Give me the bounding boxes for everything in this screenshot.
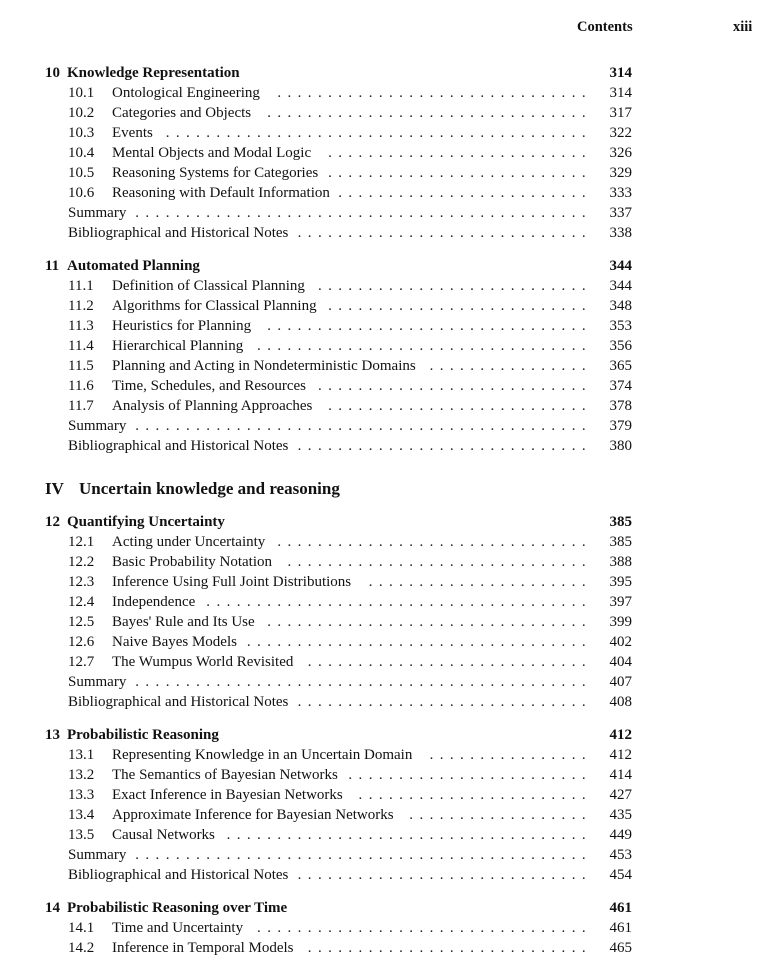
dot-leader: ............................ [307, 654, 592, 670]
toc-entry[interactable] [0, 845, 766, 865]
section-title[interactable]: Hierarchical Planning [112, 338, 244, 354]
section-number: 10.2 [68, 105, 95, 121]
section-page: 399 [609, 614, 632, 630]
section-page: 454 [609, 867, 632, 883]
chapter-page: 344 [609, 258, 632, 274]
page-number: xiii [733, 19, 753, 35]
section-number: 12.3 [68, 574, 95, 590]
spacer [0, 712, 766, 725]
section-page: 344 [609, 278, 632, 294]
chapter-number: 11 [45, 258, 60, 274]
section-page: 395 [609, 574, 632, 590]
section-page: 333 [609, 185, 632, 201]
section-title[interactable]: Time and Uncertainty [112, 920, 244, 936]
dot-leader: ...................................... [206, 594, 592, 610]
section-page: 326 [609, 145, 632, 161]
toc-entry[interactable] [0, 552, 766, 572]
section-title[interactable]: Time, Schedules, and Resources [112, 378, 307, 394]
section-title[interactable]: Naive Bayes Models [112, 634, 237, 650]
dot-leader: ................................. [257, 920, 592, 936]
dot-leader: ............................. [297, 225, 592, 241]
dot-leader: ................................ [267, 318, 592, 334]
dot-leader: .................................. [246, 634, 592, 650]
section-page: 348 [609, 298, 632, 314]
section-title[interactable]: Exact Inference in Bayesian Networks [112, 787, 343, 803]
section-number: 10.1 [68, 85, 95, 101]
toc-entry[interactable] [0, 692, 766, 712]
toc-entry[interactable] [0, 532, 766, 552]
section-page: 461 [609, 920, 632, 936]
dot-leader: ............................... [277, 534, 592, 550]
section-title[interactable]: Reasoning with Default Information [112, 185, 330, 201]
dot-leader: ............................... [277, 85, 592, 101]
section-number: 11.4 [68, 338, 94, 354]
section-title[interactable]: Acting under Uncertainty [112, 534, 266, 550]
toc-entry[interactable] [0, 672, 766, 692]
dot-leader: ........................ [348, 767, 592, 783]
dot-leader: ............................ [307, 940, 592, 956]
chapter-page: 412 [609, 727, 632, 743]
dot-leader: .................. [409, 807, 592, 823]
chapter-page: 461 [609, 900, 632, 916]
toc-entry[interactable] [0, 143, 766, 163]
dot-leader: ............................. [297, 438, 592, 454]
toc-entry[interactable] [0, 436, 766, 456]
section-number: 12.6 [68, 634, 95, 650]
toc-entry[interactable] [0, 183, 766, 203]
section-page: 412 [609, 747, 632, 763]
dot-leader: .......................... [328, 298, 592, 314]
section-title[interactable]: Bibliographical and Historical Notes [68, 438, 289, 454]
section-page: 353 [609, 318, 632, 334]
section-page: 427 [609, 787, 632, 803]
chapter-title[interactable]: Probabilistic Reasoning [67, 727, 219, 743]
section-page: 365 [609, 358, 632, 374]
section-title[interactable]: Categories and Objects [112, 105, 252, 121]
section-page: 380 [609, 438, 632, 454]
section-page: 397 [609, 594, 632, 610]
dot-leader: ............................................. [135, 674, 592, 690]
section-title[interactable]: Ontological Engineering [112, 85, 260, 101]
section-title[interactable]: Summary [68, 418, 127, 434]
section-title[interactable]: Independence [112, 594, 196, 610]
dot-leader: .................................... [226, 827, 592, 843]
section-page: 404 [609, 654, 632, 670]
running-header-title: Contents [577, 19, 633, 35]
section-number: 13.5 [68, 827, 95, 843]
toc-entry[interactable] [0, 396, 766, 416]
section-number: 13.4 [68, 807, 95, 823]
dot-leader: ............................. [297, 694, 592, 710]
section-title[interactable]: Algorithms for Classical Planning [112, 298, 317, 314]
section-number: 11.1 [68, 278, 94, 294]
section-page: 378 [609, 398, 632, 414]
section-page: 385 [609, 534, 632, 550]
dot-leader: .......................................... [165, 125, 592, 141]
section-title[interactable]: Summary [68, 205, 127, 221]
section-page: 329 [609, 165, 632, 181]
section-title[interactable]: Inference in Temporal Models [112, 940, 294, 956]
section-title[interactable]: Definition of Classical Planning [112, 278, 305, 294]
toc-entry[interactable] [0, 805, 766, 825]
toc-entry[interactable] [0, 163, 766, 183]
toc-entry[interactable] [0, 336, 766, 356]
section-page: 374 [609, 378, 632, 394]
toc-entry[interactable] [0, 83, 766, 103]
toc-entry[interactable] [0, 865, 766, 885]
section-title[interactable]: Representing Knowledge in an Uncertain Domain [112, 747, 413, 763]
chapter-title[interactable]: Automated Planning [67, 258, 200, 274]
section-title[interactable]: Reasoning Systems for Categories [112, 165, 319, 181]
section-number: 13.2 [68, 767, 95, 783]
section-number: 12.1 [68, 534, 95, 550]
dot-leader: ........................... [317, 378, 592, 394]
dot-leader: ................ [429, 747, 592, 763]
part-number: IV [45, 479, 64, 498]
chapter-title[interactable]: Probabilistic Reasoning over Time [67, 900, 288, 916]
dot-leader: ........................... [317, 278, 592, 294]
section-title[interactable]: Heuristics for Planning [112, 318, 252, 334]
chapter-entry[interactable] [0, 63, 766, 83]
toc-entry[interactable] [0, 612, 766, 632]
part-heading [0, 479, 766, 499]
dot-leader: ............................................. [135, 418, 592, 434]
section-title[interactable]: Summary [68, 847, 127, 863]
spacer [0, 885, 766, 898]
section-title[interactable]: The Semantics of Bayesian Networks [112, 767, 338, 783]
toc-entry[interactable] [0, 123, 766, 143]
toc-entry[interactable] [0, 918, 766, 938]
chapter-number: 14 [45, 900, 60, 916]
toc-entry[interactable] [0, 316, 766, 336]
section-title[interactable]: Basic Probability Notation [112, 554, 272, 570]
toc-entry[interactable] [0, 103, 766, 123]
section-title[interactable]: Mental Objects and Modal Logic [112, 145, 312, 161]
section-number: 13.1 [68, 747, 95, 763]
toc-entry[interactable] [0, 203, 766, 223]
section-number: 10.5 [68, 165, 95, 181]
section-title[interactable]: Approximate Inference for Bayesian Networks [112, 807, 394, 823]
section-title[interactable]: Bibliographical and Historical Notes [68, 694, 289, 710]
toc-entry[interactable] [0, 938, 766, 958]
dot-leader: ......................... [338, 185, 592, 201]
section-page: 465 [609, 940, 632, 956]
section-number: 10.6 [68, 185, 95, 201]
section-number: 10.4 [68, 145, 95, 161]
section-page: 453 [609, 847, 632, 863]
section-number: 11.5 [68, 358, 94, 374]
dot-leader: .......................... [328, 165, 592, 181]
section-title[interactable]: Causal Networks [112, 827, 215, 843]
section-title[interactable]: Planning and Acting in Nondeterministic Domains [112, 358, 416, 374]
chapter-title[interactable]: Knowledge Representation [67, 65, 240, 81]
section-title[interactable]: Bibliographical and Historical Notes [68, 225, 289, 241]
section-title[interactable]: Inference Using Full Joint Distributions [112, 574, 352, 590]
section-title[interactable]: Summary [68, 674, 127, 690]
section-page: 379 [609, 418, 632, 434]
chapter-entry[interactable] [0, 725, 766, 745]
section-number: 12.2 [68, 554, 95, 570]
toc-entry[interactable] [0, 572, 766, 592]
section-number: 14.1 [68, 920, 95, 936]
section-page: 407 [609, 674, 632, 690]
chapter-entry[interactable] [0, 898, 766, 918]
section-number: 11.3 [68, 318, 94, 334]
section-page: 338 [609, 225, 632, 241]
chapter-page: 314 [609, 65, 632, 81]
section-number: 11.7 [68, 398, 94, 414]
section-title[interactable]: Events [112, 125, 153, 141]
dot-leader: ...................... [368, 574, 592, 590]
toc-entry[interactable] [0, 652, 766, 672]
dot-leader: ............................................. [135, 205, 592, 221]
section-number: 11.6 [68, 378, 94, 394]
section-title[interactable]: Analysis of Planning Approaches [112, 398, 313, 414]
section-page: 322 [609, 125, 632, 141]
section-page: 414 [609, 767, 632, 783]
chapter-entry[interactable] [0, 256, 766, 276]
dot-leader: ................................ [267, 614, 592, 630]
toc-entry[interactable] [0, 223, 766, 243]
toc-entry[interactable] [0, 632, 766, 652]
section-page: 435 [609, 807, 632, 823]
section-number: 10.3 [68, 125, 95, 141]
dot-leader: .......................... [328, 398, 592, 414]
table-of-contents [0, 63, 766, 958]
toc-entry[interactable] [0, 765, 766, 785]
section-number: 12.5 [68, 614, 95, 630]
section-number: 12.7 [68, 654, 95, 670]
part-title: Uncertain knowledge and reasoning [79, 479, 340, 498]
chapter-page: 385 [609, 514, 632, 530]
section-title[interactable]: The Wumpus World Revisited [112, 654, 294, 670]
dot-leader: ............................. [297, 867, 592, 883]
section-title[interactable]: Bibliographical and Historical Notes [68, 867, 289, 883]
section-number: 12.4 [68, 594, 95, 610]
toc-entry[interactable] [0, 276, 766, 296]
toc-entry[interactable] [0, 592, 766, 612]
section-page: 314 [609, 85, 632, 101]
toc-entry[interactable] [0, 356, 766, 376]
toc-entry[interactable] [0, 785, 766, 805]
spacer [0, 243, 766, 256]
toc-entry[interactable] [0, 825, 766, 845]
dot-leader: .............................. [287, 554, 592, 570]
toc-entry[interactable] [0, 416, 766, 436]
dot-leader: ................................. [257, 338, 592, 354]
dot-leader: ............................................. [135, 847, 592, 863]
toc-entry[interactable] [0, 376, 766, 396]
dot-leader: ................ [429, 358, 592, 374]
section-page: 356 [609, 338, 632, 354]
dot-leader: .......................... [328, 145, 592, 161]
chapter-entry[interactable] [0, 512, 766, 532]
section-page: 449 [609, 827, 632, 843]
section-number: 11.2 [68, 298, 94, 314]
section-number: 13.3 [68, 787, 95, 803]
dot-leader: ....................... [358, 787, 592, 803]
section-page: 337 [609, 205, 632, 221]
toc-entry[interactable] [0, 745, 766, 765]
section-title[interactable]: Bayes' Rule and Its Use [112, 614, 255, 630]
chapter-number: 13 [45, 727, 60, 743]
section-page: 402 [609, 634, 632, 650]
section-page: 317 [609, 105, 632, 121]
section-page: 408 [609, 694, 632, 710]
toc-entry[interactable] [0, 296, 766, 316]
chapter-title[interactable]: Quantifying Uncertainty [67, 514, 225, 530]
dot-leader: ................................ [267, 105, 592, 121]
chapter-number: 12 [45, 514, 60, 530]
section-number: 14.2 [68, 940, 95, 956]
chapter-number: 10 [45, 65, 60, 81]
section-page: 388 [609, 554, 632, 570]
